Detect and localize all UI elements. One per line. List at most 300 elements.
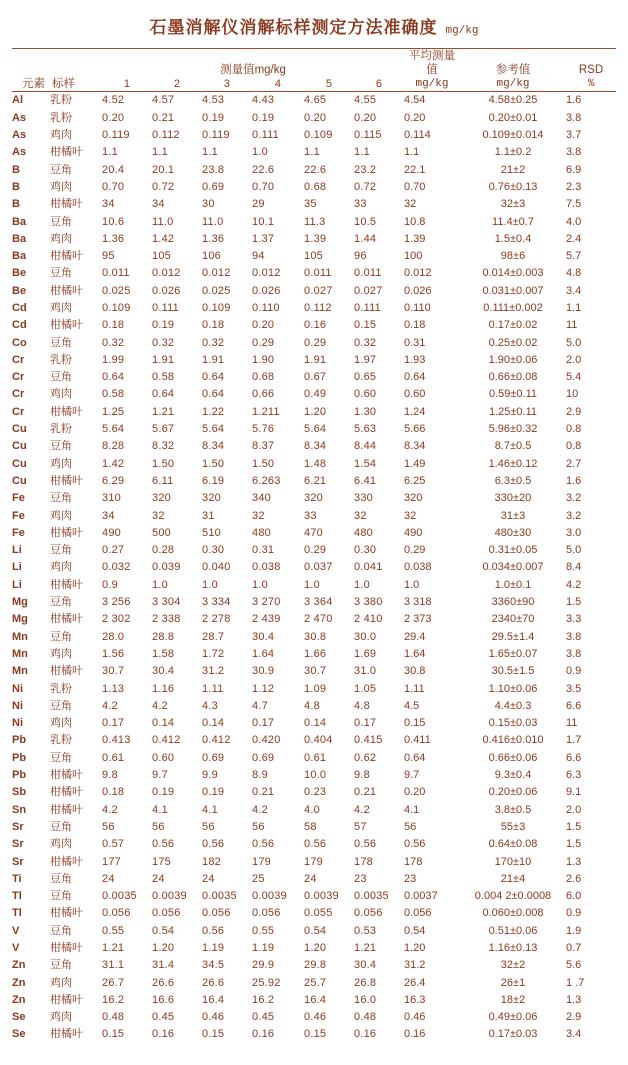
cell-average: 0.15 (404, 717, 426, 730)
cell-rsd: 2.9 (566, 405, 582, 418)
cell-sample: 鸡肉 (50, 976, 72, 989)
cell-measurement-5: 0.29 (304, 544, 327, 557)
cell-measurement-1: 10.6 (102, 215, 125, 228)
cell-element: Sr (12, 838, 24, 851)
cell-element: Se (12, 1011, 26, 1024)
cell-element: Sr (12, 820, 24, 833)
cell-measurement-3: 0.32 (202, 336, 225, 349)
cell-element: V (12, 941, 20, 954)
cell-measurement-1: 1.1 (102, 146, 118, 159)
cell-measurement-1: 3 256 (102, 596, 131, 609)
table-row (12, 594, 616, 611)
cell-sample: 豆角 (50, 596, 72, 609)
cell-average: 0.64 (404, 751, 426, 764)
cell-reference: 1.65±0.07 (488, 647, 538, 660)
cell-rsd: 3.8 (566, 111, 582, 124)
cell-element: Zn (12, 976, 26, 989)
cell-reference: 32±3 (500, 198, 526, 211)
cell-reference: 0.66±0.06 (488, 751, 538, 764)
table-row (12, 922, 616, 939)
cell-sample: 鸡肉 (50, 129, 72, 142)
cell-sample: 柑橘叶 (50, 907, 83, 920)
cell-measurement-1: 0.27 (102, 544, 125, 557)
cell-sample: 鸡肉 (50, 1011, 72, 1024)
cell-measurement-4: 179 (252, 855, 271, 868)
header-average-unit: mg/kg (415, 77, 449, 90)
cell-element: Cu (12, 440, 27, 453)
cell-reference: 6.3±0.5 (494, 474, 532, 487)
cell-reference: 31±3 (500, 509, 526, 522)
cell-average: 0.411 (404, 734, 431, 747)
cell-measurement-2: 0.111 (152, 302, 179, 314)
cell-element: Co (12, 336, 27, 349)
table-row (12, 611, 616, 628)
cell-measurement-3: 23.8 (202, 163, 225, 176)
cell-measurement-1: 0.15 (102, 1028, 125, 1041)
cell-measurement-2: 0.21 (152, 111, 175, 124)
cell-measurement-1: 0.32 (102, 336, 125, 349)
cell-rsd: 1.7 (566, 734, 582, 747)
cell-rsd: 4.8 (566, 267, 582, 280)
cell-element: Ni (12, 682, 23, 695)
cell-measurement-4: 1.0 (252, 146, 268, 159)
cell-rsd: 2.6 (566, 872, 582, 885)
cell-sample: 柑橘叶 (50, 198, 83, 211)
cell-average: 100 (404, 250, 423, 263)
cell-measurement-6: 0.48 (354, 1011, 377, 1024)
cell-average: 2 373 (404, 613, 432, 626)
cell-measurement-6: 0.415 (354, 734, 383, 747)
cell-element: Cr (12, 353, 25, 366)
cell-sample: 柑橘叶 (50, 803, 83, 816)
cell-measurement-4: 25 (252, 872, 265, 885)
cell-element: B (12, 198, 20, 211)
table-row (12, 438, 616, 455)
cell-measurement-1: 31.1 (102, 959, 125, 972)
table-row (12, 1009, 616, 1026)
cell-rsd: 1.5 (566, 820, 582, 833)
cell-measurement-2: 34 (152, 198, 165, 211)
cell-rsd: 1.5 (566, 838, 582, 851)
cell-sample: 柑橘叶 (50, 526, 83, 539)
cell-measurement-2: 500 (152, 526, 171, 539)
cell-measurement-1: 0.18 (102, 786, 125, 799)
cell-measurement-1: 0.413 (102, 734, 131, 747)
cell-measurement-5: 1.48 (304, 457, 327, 470)
cell-measurement-4: 0.21 (252, 786, 275, 799)
cell-measurement-2: 1.42 (152, 232, 175, 245)
cell-average: 1.20 (404, 941, 426, 954)
table-row (12, 784, 616, 801)
cell-measurement-2: 0.19 (152, 319, 175, 332)
cell-rsd: 3.7 (566, 129, 582, 142)
cell-measurement-1: 0.18 (102, 319, 125, 332)
cell-measurement-1: 0.119 (102, 129, 130, 142)
header-rsd-unit: % (587, 77, 595, 90)
cell-element: Mn (12, 647, 28, 660)
cell-sample: 柑橘叶 (50, 1028, 83, 1041)
cell-sample: 豆角 (50, 820, 72, 833)
table-row (12, 403, 616, 420)
table-row (12, 524, 616, 541)
cell-reference: 1.16±0.13 (488, 941, 538, 954)
cell-average: 1.93 (404, 353, 426, 366)
cell-measurement-2: 4.2 (152, 699, 168, 712)
cell-average: 22.1 (404, 163, 426, 176)
cell-element: Tl (12, 890, 22, 903)
cell-rsd: 5.0 (566, 544, 582, 557)
table-row (12, 732, 616, 749)
cell-measurement-4: 8.9 (252, 769, 268, 782)
cell-measurement-4: 480 (252, 526, 271, 539)
cell-measurement-2: 31.4 (152, 959, 175, 972)
cell-measurement-4: 2 439 (252, 613, 281, 626)
cell-measurement-5: 0.61 (304, 751, 327, 764)
cell-element: Li (12, 561, 22, 574)
cell-measurement-2: 0.58 (152, 371, 175, 384)
table-row (12, 109, 616, 126)
table-row (12, 421, 616, 438)
cell-measurement-4: 0.56 (252, 838, 275, 851)
cell-measurement-1: 30.7 (102, 665, 125, 678)
cell-measurement-3: 320 (202, 492, 221, 505)
cell-element: Ti (12, 872, 22, 885)
cell-average: 4.1 (404, 803, 420, 816)
cell-measurement-2: 4.1 (152, 803, 168, 816)
cell-sample: 豆角 (50, 699, 72, 712)
cell-element: Ba (12, 250, 27, 263)
cell-rsd: 6.6 (566, 699, 582, 712)
cell-rsd: 2.9 (566, 1011, 582, 1024)
cell-measurement-6: 1.05 (354, 682, 377, 695)
cell-measurement-6: 1.69 (354, 647, 377, 660)
cell-average: 31.2 (404, 959, 426, 972)
cell-rsd: 3.2 (566, 492, 582, 505)
cell-measurement-1: 34 (102, 198, 115, 211)
cell-measurement-5: 0.027 (304, 284, 333, 297)
cell-measurement-1: 1.36 (102, 232, 125, 245)
cell-measurement-1: 4.2 (102, 699, 118, 712)
cell-measurement-2: 1.91 (152, 353, 175, 366)
cell-measurement-5: 470 (304, 526, 323, 539)
cell-element: Fe (12, 509, 25, 522)
cell-reference: 0.17±0.03 (488, 1028, 538, 1041)
cell-sample: 柑橘叶 (50, 250, 83, 263)
cell-sample: 豆角 (50, 890, 72, 903)
table-row (12, 265, 616, 282)
cell-measurement-4: 0.16 (252, 1028, 275, 1041)
cell-reference: 0.111±0.002 (483, 302, 543, 314)
cell-sample: 鸡肉 (50, 302, 72, 314)
cell-measurement-1: 0.55 (102, 924, 125, 937)
cell-average: 1.64 (404, 647, 426, 660)
cell-rsd: 2.0 (566, 803, 582, 816)
cell-sample: 鸡肉 (50, 180, 72, 193)
cell-reference: 0.49±0.06 (488, 1011, 538, 1024)
cell-measurement-6: 0.21 (354, 786, 377, 799)
cell-rsd: 10 (566, 388, 579, 401)
cell-average: 0.31 (404, 336, 426, 349)
cell-average: 30.8 (404, 665, 426, 678)
cell-reference: 0.014±0.003 (482, 267, 544, 280)
cell-measurement-5: 30.8 (304, 630, 327, 643)
cell-average: 0.056 (404, 907, 432, 920)
cell-measurement-4: 30.4 (252, 630, 275, 643)
cell-measurement-2: 105 (152, 250, 171, 263)
table-row (12, 836, 616, 853)
cell-measurement-3: 1.22 (202, 405, 225, 418)
header-col-4: 4 (274, 77, 282, 90)
cell-measurement-4: 1.90 (252, 353, 275, 366)
cell-measurement-4: 4.7 (252, 699, 268, 712)
cell-average: 6.25 (404, 474, 426, 487)
cell-sample: 柑橘叶 (50, 578, 83, 591)
cell-measurement-5: 1.39 (304, 232, 327, 245)
cell-measurement-3: 0.012 (202, 267, 231, 280)
cell-measurement-6: 1.0 (354, 578, 370, 591)
cell-measurement-5: 0.109 (304, 129, 333, 142)
cell-measurement-3: 0.69 (202, 180, 225, 193)
cell-reference: 0.59±0.11 (488, 388, 538, 401)
cell-measurement-5: 1.66 (304, 647, 327, 660)
cell-sample: 豆角 (50, 371, 72, 384)
cell-measurement-5: 0.15 (304, 1028, 327, 1041)
cell-rsd: 3.0 (566, 526, 582, 539)
cell-sample: 柑橘叶 (50, 284, 83, 297)
cell-measurement-1: 6.29 (102, 474, 125, 487)
cell-measurement-6: 0.17 (354, 717, 377, 730)
cell-measurement-5: 179 (304, 855, 323, 868)
cell-measurement-1: 4.2 (102, 803, 118, 816)
cell-measurement-1: 1.99 (102, 353, 125, 366)
cell-element: Pb (12, 751, 27, 764)
cell-measurement-6: 330 (354, 492, 373, 505)
cell-measurement-3: 4.53 (202, 94, 225, 107)
table-row (12, 178, 616, 195)
table-header (12, 49, 616, 91)
cell-measurement-1: 28.0 (102, 630, 125, 643)
cell-measurement-3: 1.91 (202, 353, 225, 366)
cell-measurement-6: 8.44 (354, 440, 377, 453)
cell-measurement-4: 94 (252, 250, 265, 263)
cell-reference: 0.51±0.06 (488, 924, 538, 937)
table-row (12, 92, 616, 109)
cell-sample: 鸡肉 (50, 509, 72, 522)
cell-sample: 乳粉 (50, 734, 72, 747)
cell-measurement-4: 1.0 (252, 578, 268, 591)
cell-measurement-4: 4.2 (252, 803, 268, 816)
table-row (12, 196, 616, 213)
cell-rsd: 6.0 (566, 890, 582, 903)
cell-measurement-4: 16.2 (252, 993, 275, 1006)
cell-element: Mg (12, 613, 28, 626)
cell-measurement-6: 0.011 (354, 267, 382, 280)
cell-measurement-6: 31.0 (354, 665, 377, 678)
cell-measurement-4: 5.76 (252, 423, 275, 436)
cell-measurement-6: 1.21 (354, 941, 377, 954)
cell-measurement-3: 1.11 (202, 682, 224, 695)
table-row (12, 680, 616, 697)
cell-reference: 1.90±0.06 (488, 353, 538, 366)
cell-measurement-3: 0.109 (202, 302, 231, 314)
table-row (12, 697, 616, 714)
cell-reference: 55±3 (500, 820, 526, 833)
cell-reference: 0.66±0.08 (488, 371, 538, 384)
cell-measurement-6: 0.60 (354, 388, 377, 401)
cell-measurement-2: 8.32 (152, 440, 175, 453)
cell-measurement-1: 56 (102, 820, 115, 833)
cell-measurement-6: 178 (354, 855, 373, 868)
cell-measurement-3: 31 (202, 509, 215, 522)
cell-element: Ni (12, 717, 23, 730)
cell-measurement-5: 5.64 (304, 423, 327, 436)
cell-element: Li (12, 578, 22, 591)
cell-sample: 豆角 (50, 872, 72, 885)
cell-measurement-2: 1.21 (152, 405, 175, 418)
table-row (12, 888, 616, 905)
cell-element: Cd (12, 302, 27, 314)
cell-measurement-2: 16.6 (152, 993, 175, 1006)
cell-rsd: 3.8 (566, 630, 582, 643)
cell-measurement-5: 320 (304, 492, 323, 505)
cell-reference: 0.15±0.03 (488, 717, 538, 730)
cell-average: 10.8 (404, 215, 426, 228)
header-row-secondary (12, 78, 616, 91)
cell-rsd: 7.5 (566, 198, 582, 211)
cell-measurement-6: 0.115 (354, 129, 382, 142)
cell-measurement-6: 0.53 (354, 924, 377, 937)
cell-measurement-2: 1.58 (152, 647, 175, 660)
cell-rsd: 3.4 (566, 284, 582, 297)
cell-measurement-3: 0.19 (202, 111, 225, 124)
cell-average: 178 (404, 855, 423, 868)
cell-measurement-2: 6.11 (152, 474, 174, 487)
cell-measurement-3: 28.7 (202, 630, 225, 643)
header-col-3: 3 (223, 77, 231, 90)
cell-rsd: 4.0 (566, 215, 582, 228)
cell-average: 16.3 (404, 993, 426, 1006)
cell-measurement-5: 8.34 (304, 440, 327, 453)
cell-measurement-3: 1.36 (202, 232, 225, 245)
cell-element: Be (12, 267, 27, 280)
table-row (12, 455, 616, 472)
cell-measurement-1: 34 (102, 509, 115, 522)
cell-measurement-3: 1.19 (202, 941, 225, 954)
cell-rsd: 1 .7 (566, 976, 585, 989)
cell-sample: 柑橘叶 (50, 613, 83, 626)
cell-measurement-3: 0.040 (202, 561, 231, 574)
cell-measurement-4: 0.19 (252, 111, 275, 124)
cell-measurement-3: 0.46 (202, 1011, 225, 1024)
cell-element: Zn (12, 993, 26, 1006)
cell-reference: 18±2 (500, 993, 526, 1006)
cell-measurement-3: 1.0 (202, 578, 218, 591)
cell-sample: 乳粉 (50, 682, 72, 695)
cell-measurement-1: 20.4 (102, 163, 125, 176)
title-unit: mg/kg (445, 25, 479, 37)
cell-element: Cr (12, 388, 25, 401)
cell-sample: 柑橘叶 (50, 941, 83, 954)
cell-measurement-3: 8.34 (202, 440, 225, 453)
cell-measurement-5: 0.14 (304, 717, 327, 730)
table-row (12, 801, 616, 818)
cell-measurement-5: 0.0039 (304, 890, 339, 903)
table-row (12, 334, 616, 351)
cell-measurement-3: 11.0 (202, 215, 224, 228)
cell-measurement-4: 1.37 (252, 232, 275, 245)
cell-measurement-2: 9.7 (152, 769, 168, 782)
cell-average: 8.34 (404, 440, 426, 453)
table-row (12, 749, 616, 766)
cell-sample: 柑橘叶 (50, 665, 83, 678)
cell-element: Pb (12, 769, 27, 782)
cell-measurement-4: 0.20 (252, 319, 275, 332)
cell-measurement-3: 182 (202, 855, 221, 868)
cell-reference: 29.5±1.4 (491, 630, 535, 643)
cell-measurement-5: 11.3 (304, 215, 326, 228)
cell-measurement-3: 4.3 (202, 699, 218, 712)
cell-rsd: 0.7 (566, 941, 582, 954)
cell-average: 0.60 (404, 388, 426, 401)
cell-measurement-1: 26.7 (102, 976, 125, 989)
cell-reference: 8.7±0.5 (494, 440, 532, 453)
cell-sample: 柑橘叶 (50, 319, 83, 332)
cell-measurement-5: 0.67 (304, 371, 327, 384)
cell-measurement-3: 0.119 (202, 129, 230, 142)
cell-measurement-5: 0.68 (304, 180, 327, 193)
cell-measurement-1: 1.13 (102, 682, 125, 695)
table-row (12, 507, 616, 524)
cell-reference: 0.25±0.02 (488, 336, 538, 349)
cell-reference: 1.5±0.4 (494, 232, 532, 245)
cell-average: 0.012 (404, 267, 432, 280)
cell-sample: 豆角 (50, 959, 72, 972)
table-row (12, 282, 616, 299)
cell-average: 26.4 (404, 976, 426, 989)
cell-measurement-4: 22.6 (252, 163, 275, 176)
table-row (12, 144, 616, 161)
table-row (12, 645, 616, 662)
cell-measurement-3: 0.64 (202, 388, 225, 401)
cell-reference: 0.031±0.007 (482, 284, 544, 297)
cell-measurement-1: 0.025 (102, 284, 131, 297)
cell-measurement-5: 0.404 (304, 734, 333, 747)
cell-element: B (12, 163, 20, 176)
table-row (12, 369, 616, 386)
cell-measurement-1: 24 (102, 872, 115, 885)
cell-measurement-3: 0.025 (202, 284, 231, 297)
cell-rsd: 5.0 (566, 336, 582, 349)
cell-average: 0.29 (404, 544, 426, 557)
table-row (12, 576, 616, 593)
cell-measurement-3: 0.64 (202, 371, 225, 384)
cell-rsd: 3.4 (566, 1028, 582, 1041)
cell-sample: 豆角 (50, 924, 72, 937)
cell-measurement-4: 0.17 (252, 717, 275, 730)
header-col-5: 5 (325, 77, 333, 90)
cell-rsd: 1.3 (566, 993, 582, 1006)
cell-measurement-2: 0.14 (152, 717, 175, 730)
cell-measurement-5: 0.112 (304, 302, 332, 314)
cell-reference: 30.5±1.5 (491, 665, 535, 678)
table-row (12, 542, 616, 559)
cell-measurement-2: 0.056 (152, 907, 181, 920)
cell-average: 320 (404, 492, 423, 505)
cell-rsd: 3.3 (566, 613, 582, 626)
cell-element: Pb (12, 734, 27, 747)
cell-measurement-4: 10.1 (252, 215, 275, 228)
cell-measurement-3: 24 (202, 872, 215, 885)
